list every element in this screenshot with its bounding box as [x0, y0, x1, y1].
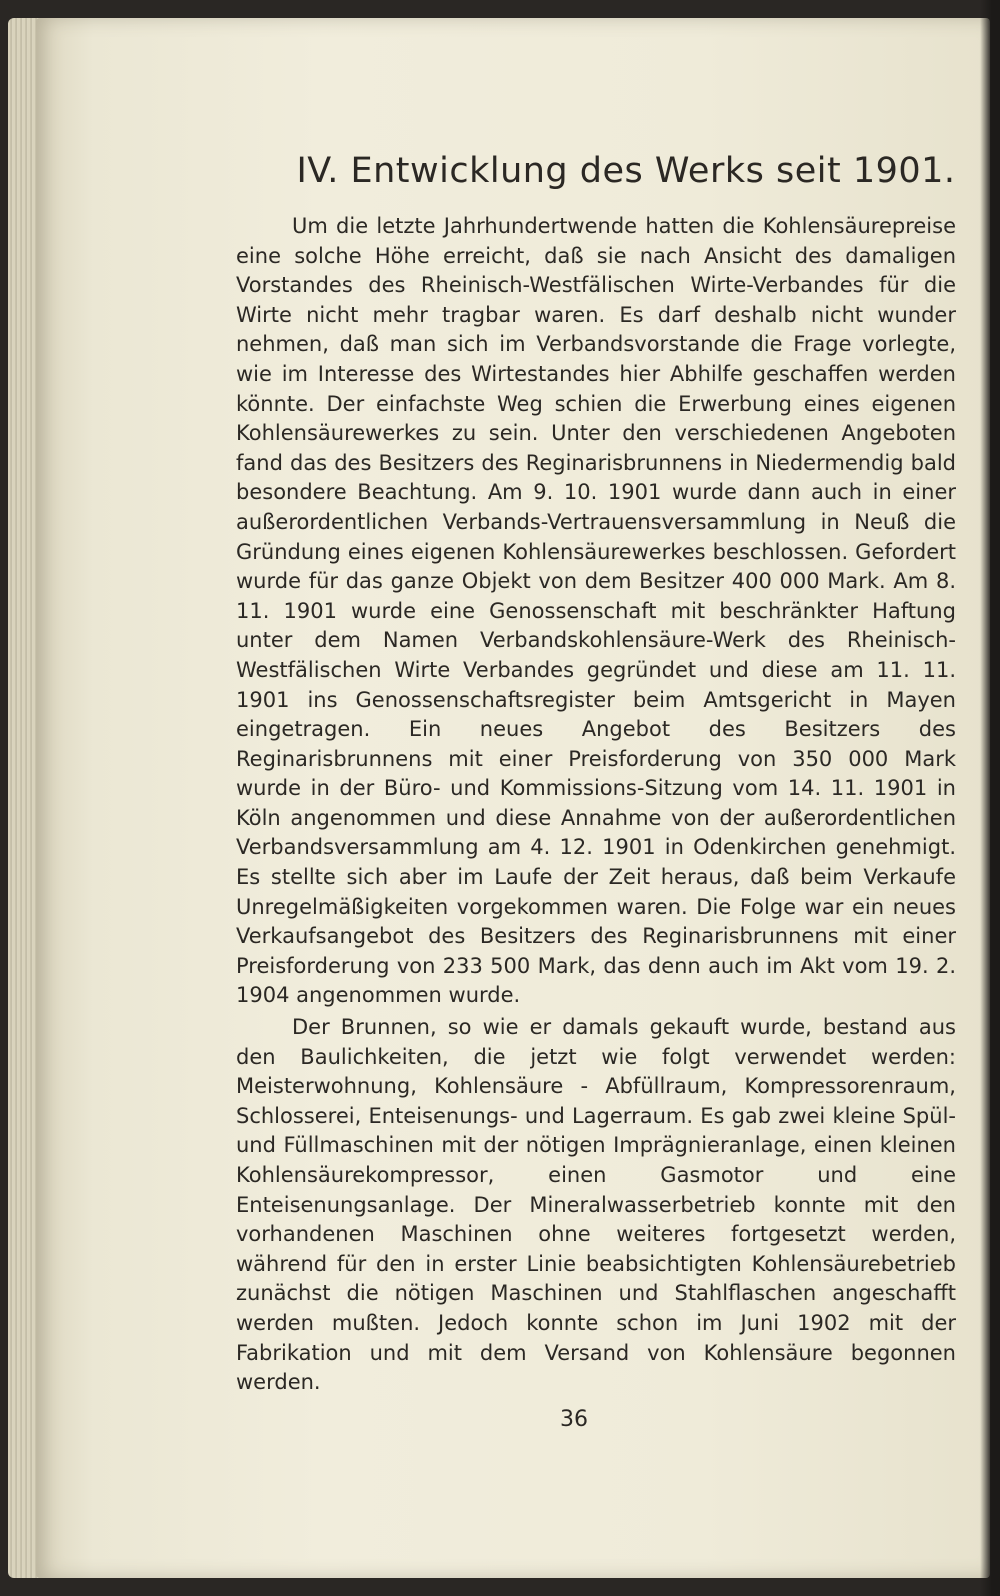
- page-content: [236, 150, 956, 1398]
- binding-shadow: [980, 0, 1000, 1596]
- chapter-heading: IV. Entwicklung des Werks seit 1901.: [296, 151, 956, 191]
- paragraph-2: Der Brunnen, so wie er damals gekauft wurde, bestand aus den Baulichkeiten, die jetzt wie folgt verwendet werden: Meisterwohnung, Kohlensäure - Abfüllraum, Kompressorenraum, Schlosserei, Enteisenungs- und Lagerraum. Es gab zwei kleine Spül- und Füllmaschinen mit der nötigen Imprägnieranlage, einen kleinen Kohlensäurekompressor, einen Gasmotor und eine Enteisenungsanlage. Der Mineralwasserbetrieb konnte mit den vorhandenen Maschinen ohne weiteres fortgesetzt werden, während für den in erster Linie beabsichtigten Kohlensäurebetrieb zunächst die nötigen Maschinen und Stahlflaschen angeschafft werden mußten. Jedoch konnte schon im Juni 1902 mit der Fabrikation und mit dem Versand von Kohlensäure begonnen werden.: [236, 1015, 956, 1395]
- paragraph-1: Um die letzte Jahrhundertwende hatten die Kohlensäurepreise eine solche Höhe erreicht, daß sie nach Ansicht des damaligen Vorstandes des Rheinisch-Westfälischen Wirte-Verbandes für die Wirte nicht mehr tragbar waren. Es darf deshalb nicht wunder nehmen, daß man sich im Verbandsvorstande die Frage vorlegte, wie im Interesse des Wirtestandes hier Abhilfe geschaffen werden könnte. Der einfachste Weg schien die Erwerbung eines eigenen Kohlensäurewerkes zu sein. Unter den verschiedenen Angeboten fand das des Besitzers des Reginarisbrunnens in Niedermendig bald besondere Beachtung. Am 9. 10. 1901 wurde dann auch in einer außerordentlichen Verbands-Vertrauensversammlung in Neuß die Gründung eines eigenen Kohlensäurewerkes beschlossen. Gefordert wurde für das ganze Objekt von dem Besitzer 400 000 Mark. Am 8. 11. 1901 wurde eine Genossenschaft mit beschränkter Haftung unter dem Namen Verbandskohlensäure-Werk des Rheinisch-Westfälischen Wirte Verbandes gegründet und diese am 11. 11. 1901 ins Genossenschaftsregister beim Amtsgericht in Mayen eingetragen. Ein neues Angebot des Besitzers des Reginarisbrunnens mit einer Preisforderung von 350 000 Mark wurde in der Büro- und Kommissions-Sitzung vom 14. 11. 1901 in Köln angenommen und diese Annahme von der außerordentlichen Verbandsversammlung am 4. 12. 1901 in Odenkirchen genehmigt. Es stellte sich aber im Laufe der Zeit heraus, daß beim Verkaufe Unregelmäßigkeiten vorgekommen waren. Die Folge war ein neues Verkaufsangebot des Besitzers des Reginarisbrunnens mit einer Preisforderung von 233 500 Mark, das denn auch im Akt vom 19. 2. 1904 angenommen wurde.: [236, 214, 956, 1008]
- page-number: 36: [560, 1407, 588, 1432]
